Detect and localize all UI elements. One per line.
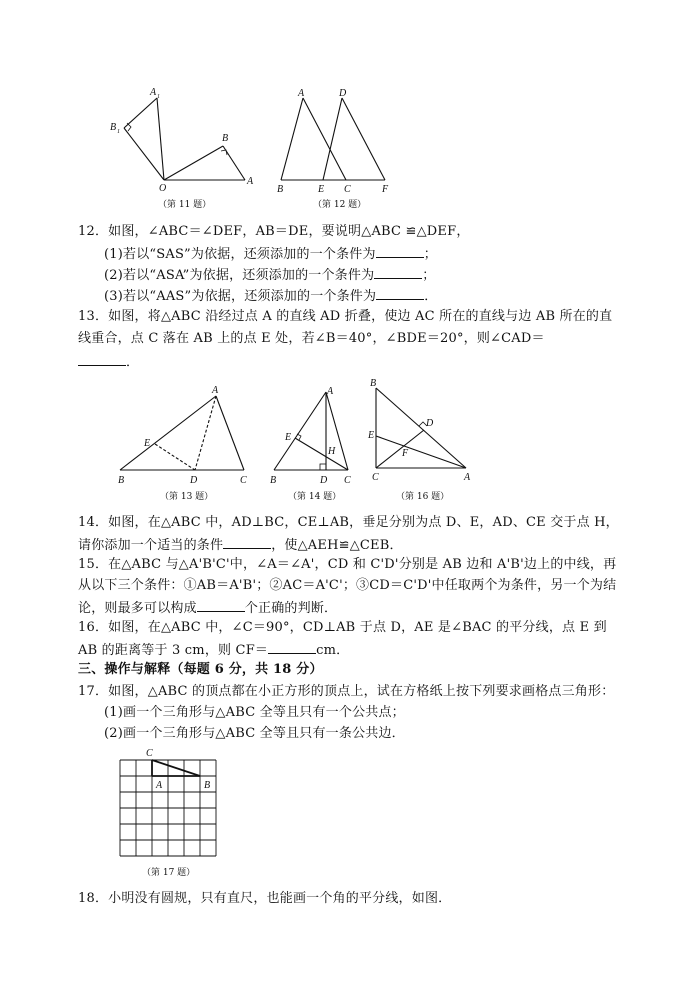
q14-line2: 请你添加一个适当的条件 ，使△AEH≌△CEB． (78, 538, 403, 553)
label-B: B (222, 133, 229, 144)
label-O: O (159, 183, 167, 194)
label-D: D (190, 475, 198, 486)
label-A: A (212, 385, 219, 396)
label-A: A (156, 780, 163, 791)
label-D: D (339, 88, 347, 99)
q13-line2: 线重合，点 C 落在 AB 上的点 E 处，若∠B＝40°，∠BDE＝20°，则∠CAD＝ (78, 331, 545, 346)
q16-line1: 16．如图，在△ABC 中，∠C＝90°，CD⊥AB 于点 D，AE 是∠BAC 的平分线，点 E 到 (78, 620, 607, 635)
answer-blank[interactable] (376, 245, 424, 258)
label-B: B (270, 475, 277, 486)
figure-14-caption: （第 14 题） (288, 492, 342, 502)
answer-blank[interactable] (376, 287, 424, 300)
label-C: C (344, 475, 351, 486)
label-F: F (402, 448, 409, 459)
label-E: E (285, 432, 292, 443)
label-H: H (328, 446, 336, 457)
label-C: C (146, 748, 153, 759)
label-B1-sub: 1 (117, 129, 120, 135)
label-C: C (372, 472, 379, 483)
figure-12-caption: （第 12 题） (313, 200, 367, 210)
figure-17-grid (112, 746, 224, 862)
q17-part1: (1)画一个三角形与△ABC 全等且只有一个公共点； (104, 705, 405, 720)
figure-11-caption: （第 11 题） (158, 200, 212, 210)
figure-13 (112, 384, 262, 488)
label-F: F (382, 184, 389, 195)
section-heading: 三、操作与解释（每题 6 分，共 18 分） (78, 662, 323, 677)
q17-part2: (2)画一个三角形与△ABC 全等且只有一条公共边． (104, 726, 405, 741)
q12-stem: 12．如图，∠ABC＝∠DEF，AB＝DE，要说明△ABC ≌△DEF， (78, 224, 470, 239)
q18-line1: 18．小明没有圆规，只有直尺，也能画一个角的平分线，如图． (78, 891, 452, 906)
q13-line3: ． (78, 353, 139, 371)
label-E: E (318, 184, 325, 195)
q15-line1: 15．在△ABC 与△A'B'C'中，∠A＝∠A'，CD 和 C'D'分别是 AB 边和 A'B'边上的中线，再 (78, 557, 617, 572)
q13-line1: 13．如图，将△ABC 沿经过点 A 的直线 AD 折叠，使边 AC 所在的直线与边 AB 所在的直 (78, 309, 613, 324)
figure-14 (266, 384, 366, 488)
label-D: D (320, 475, 328, 486)
label-B: B (204, 780, 211, 791)
label-E: E (368, 430, 375, 441)
label-E: E (144, 438, 151, 449)
label-B: B (118, 475, 125, 486)
label-A: A (464, 472, 471, 483)
q12-part1: (1)若以“SAS”为依据，还须添加的一个条件为 ； (104, 247, 437, 262)
figure-11 (100, 86, 270, 198)
label-D: D (426, 418, 434, 429)
answer-blank[interactable] (197, 599, 245, 612)
q12-part2: (2)若以“ASA”为依据，还须添加的一个条件为 ； (104, 268, 436, 283)
answer-blank[interactable] (78, 353, 126, 366)
answer-blank[interactable] (374, 266, 422, 279)
q17-line1: 17．如图，△ABC 的顶点都在小正方形的顶点上，试在方格纸上按下列要求画格点三角形： (78, 684, 615, 699)
figure-16 (364, 374, 484, 488)
label-A1-sub: 1 (157, 94, 160, 100)
label-A: A (247, 176, 254, 187)
label-B: B (370, 378, 377, 389)
label-B1: B (110, 122, 117, 133)
q12-part3: (3)若以“AAS”为依据，还须添加的一个条件为 ． (104, 289, 438, 304)
figure-12 (268, 86, 398, 198)
figure-16-caption: （第 16 题） (396, 492, 450, 502)
label-A1: A (150, 87, 157, 98)
q15-line3: 论，则最多可以构成 个正确的判断． (78, 601, 338, 616)
label-C: C (240, 475, 247, 486)
answer-blank[interactable] (223, 536, 271, 549)
q15-line2: 从以下三个条件：①AB＝A'B'；②AC＝A'C'；③CD＝C'D'中任取两个为条件，另一个为结 (78, 578, 617, 593)
q16-line2: AB 的距离等于 3 cm，则 CF＝ cm． (78, 643, 350, 658)
label-A: A (298, 88, 305, 99)
figure-13-caption: （第 13 题） (160, 492, 214, 502)
q14-line1: 14．如图，在△ABC 中，AD⊥BC，CE⊥AB，垂足分别为点 D、E，AD、CE 交于点 H， (78, 515, 619, 530)
label-B: B (277, 184, 284, 195)
label-A: A (327, 386, 334, 397)
figure-17-caption: （第 17 题） (142, 868, 196, 878)
label-C: C (344, 184, 351, 195)
answer-blank[interactable] (268, 641, 316, 654)
